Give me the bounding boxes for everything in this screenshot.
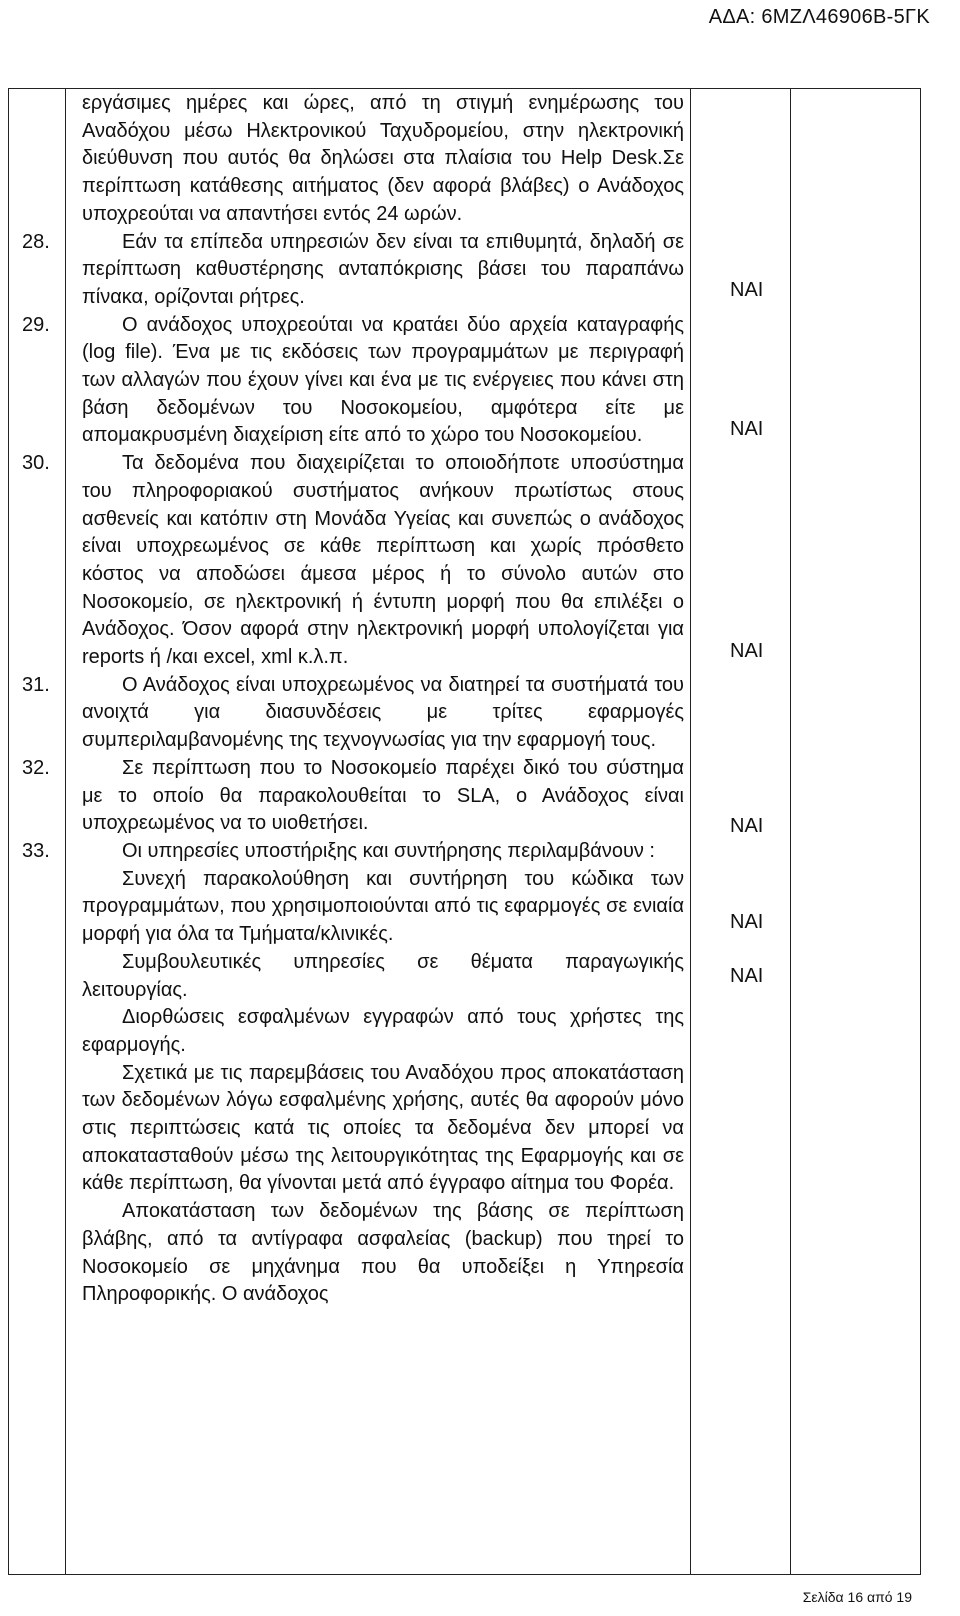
page-number: Σελίδα 16 από 19 xyxy=(802,1589,912,1605)
answer-31: ΝΑΙ xyxy=(730,815,764,837)
requirement-item-32 xyxy=(22,755,684,838)
column-divider xyxy=(690,88,691,1575)
sub-paragraph: Σχετικά με τις παρεμβάσεις του Αναδόχου προς αποκατάσταση των δεδομένων λόγω εσφαλμένης χρήσης, αυτές θα αφορούν μόνο στις περιπτώσεις κατά τις οποίες τα δεδομένα δεν μπορεί να αποκατασταθούν μέσω της λειτουργικότητας της Εφαρμογής και σε κάθε περίπτωση, θα γίνονται μετά από έγγραφο αίτημα του Φορέα. xyxy=(82,1061,684,1195)
sub-paragraph: Αποκατάσταση των δεδομένων της βάσης σε περίπτωση βλάβης, από τα αντίγραφα ασφαλείας (backup) που τηρεί το Νοσοκομείο σε μηχάνημα που θα υποδείξει η Υπηρεσία Πληροφορικής. Ο ανάδοχος xyxy=(82,1200,684,1306)
answer-29: ΝΑΙ xyxy=(730,418,764,440)
requirement-item-30 xyxy=(22,450,684,672)
continuation-paragraph: εργάσιμες ημέρες και ώρες, από τη στιγμή ενημέρωσης του Αναδόχου μέσω Ηλεκτρονικού Ταχυδρομείου, στην ηλεκτρονική διεύθυνση που αυτός θα δηλώσει στα πλαίσια του Help Desk.Σε περίπτωση κατάθεσης αιτήματος (δεν αφορά βλάβες) ο Ανάδοχος υποχρεούται να απαντήσει εντός 24 ωρών. xyxy=(82,92,684,225)
requirements-table xyxy=(8,88,921,1575)
requirement-item-33 xyxy=(22,838,684,1309)
item-number: 31. xyxy=(22,673,50,696)
answer-30: ΝΑΙ xyxy=(730,640,764,662)
item-text: Ο ανάδοχος υποχρεούται να κρατάει δύο αρχεία καταγραφής (log file). Ένα με τις εκδόσεις των προγραμμάτων με περιγραφή των αλλαγών που έχουν γίνει και ένα με τις ενέργειες που κάνει στη βάση δεδομένων του Νοσοκομείου, αμφότερα είτε με απομακρυσμένη διαχείριση είτε από το χώρο του Νοσοκομείου. xyxy=(82,313,684,447)
item-number: 30. xyxy=(22,452,50,475)
item-text: Σε περίπτωση που το Νοσοκομείο παρέχει δικό του σύστημα με το οποίο θα παρακολουθείται το SLA, ο Ανάδοχος είναι υποχρεωμένος να το υιοθετήσει. xyxy=(82,756,684,835)
answer-33: ΝΑΙ xyxy=(730,965,764,987)
answer-28: ΝΑΙ xyxy=(730,279,764,301)
item-number: 29. xyxy=(22,313,50,336)
column-divider xyxy=(65,88,66,1575)
item-number: 32. xyxy=(22,756,50,779)
requirement-item-29 xyxy=(22,312,684,451)
sub-paragraph: Συνεχή παρακολούθηση και συντήρηση του κώδικα των προγραμμάτων, που χρησιμοποιούνται από τις εφαρμογές σε ενιαία μορφή για όλα τα Τμήματα/κλινικές. xyxy=(82,867,684,946)
table-border-left xyxy=(8,88,9,1575)
table-border-top xyxy=(8,88,921,89)
requirement-item-28 xyxy=(22,229,684,312)
item-text: Οι υπηρεσίες υποστήριξης και συντήρησης περιλαμβάνουν : xyxy=(122,839,655,862)
answer-32: ΝΑΙ xyxy=(730,911,764,933)
table-border-right xyxy=(920,88,921,1575)
column-divider xyxy=(790,88,791,1575)
item-number: 28. xyxy=(22,230,50,253)
item-text: Ο Ανάδοχος είναι υποχρεωμένος να διατηρεί τα συστήματά του ανοιχτά για διασυνδέσεις με τρίτες εφαρμογές συμπεριλαμβανομένης της τεχνογνωσίας για την εφαρμογή τους. xyxy=(82,673,684,752)
item-text: Εάν τα επίπεδα υπηρεσιών δεν είναι τα επιθυμητά, δηλαδή σε περίπτωση καθυστέρησης ανταπόκρισης βάσει του παραπάνω πίνακα, ορίζονται ρήτρες. xyxy=(82,230,684,308)
requirements-text-column xyxy=(22,90,684,1309)
ada-code: ΑΔΑ: 6ΜΖΛ46906Β-5ΓΚ xyxy=(708,6,930,28)
sub-paragraph: Συμβουλευτικές υπηρεσίες σε θέματα παραγωγικής λειτουργίας. xyxy=(82,950,684,1001)
sub-paragraph: Διορθώσεις εσφαλμένων εγγραφών από τους χρήστες της εφαρμογής. xyxy=(82,1006,684,1056)
table-border-bottom xyxy=(8,1574,921,1575)
item-number: 33. xyxy=(22,839,50,862)
item-text: Τα δεδομένα που διαχειρίζεται το οποιοδήποτε υποσύστημα του πληροφοριακού συστήματος ανήκουν πρωτίστως στους ασθενείς και κατόπιν στη Μονάδα Υγείας και συνεπώς ο ανάδοχος είναι υποχρεωμένος σε κάθε περίπτωση και χωρίς πρόσθετο κόστος να αποδώσει άμεσα μέρος ή το σύνολο αυτών στο Νοσοκομείο, σε ηλεκτρονική ή έντυπη μορφή που θα επιλέξει ο Ανάδοχος. Όσον αφορά στην ηλεκτρονική μορφή υπολογίζεται για reports ή /και excel, xml κ.λ.π. xyxy=(82,452,684,669)
requirement-item-31 xyxy=(22,672,684,755)
